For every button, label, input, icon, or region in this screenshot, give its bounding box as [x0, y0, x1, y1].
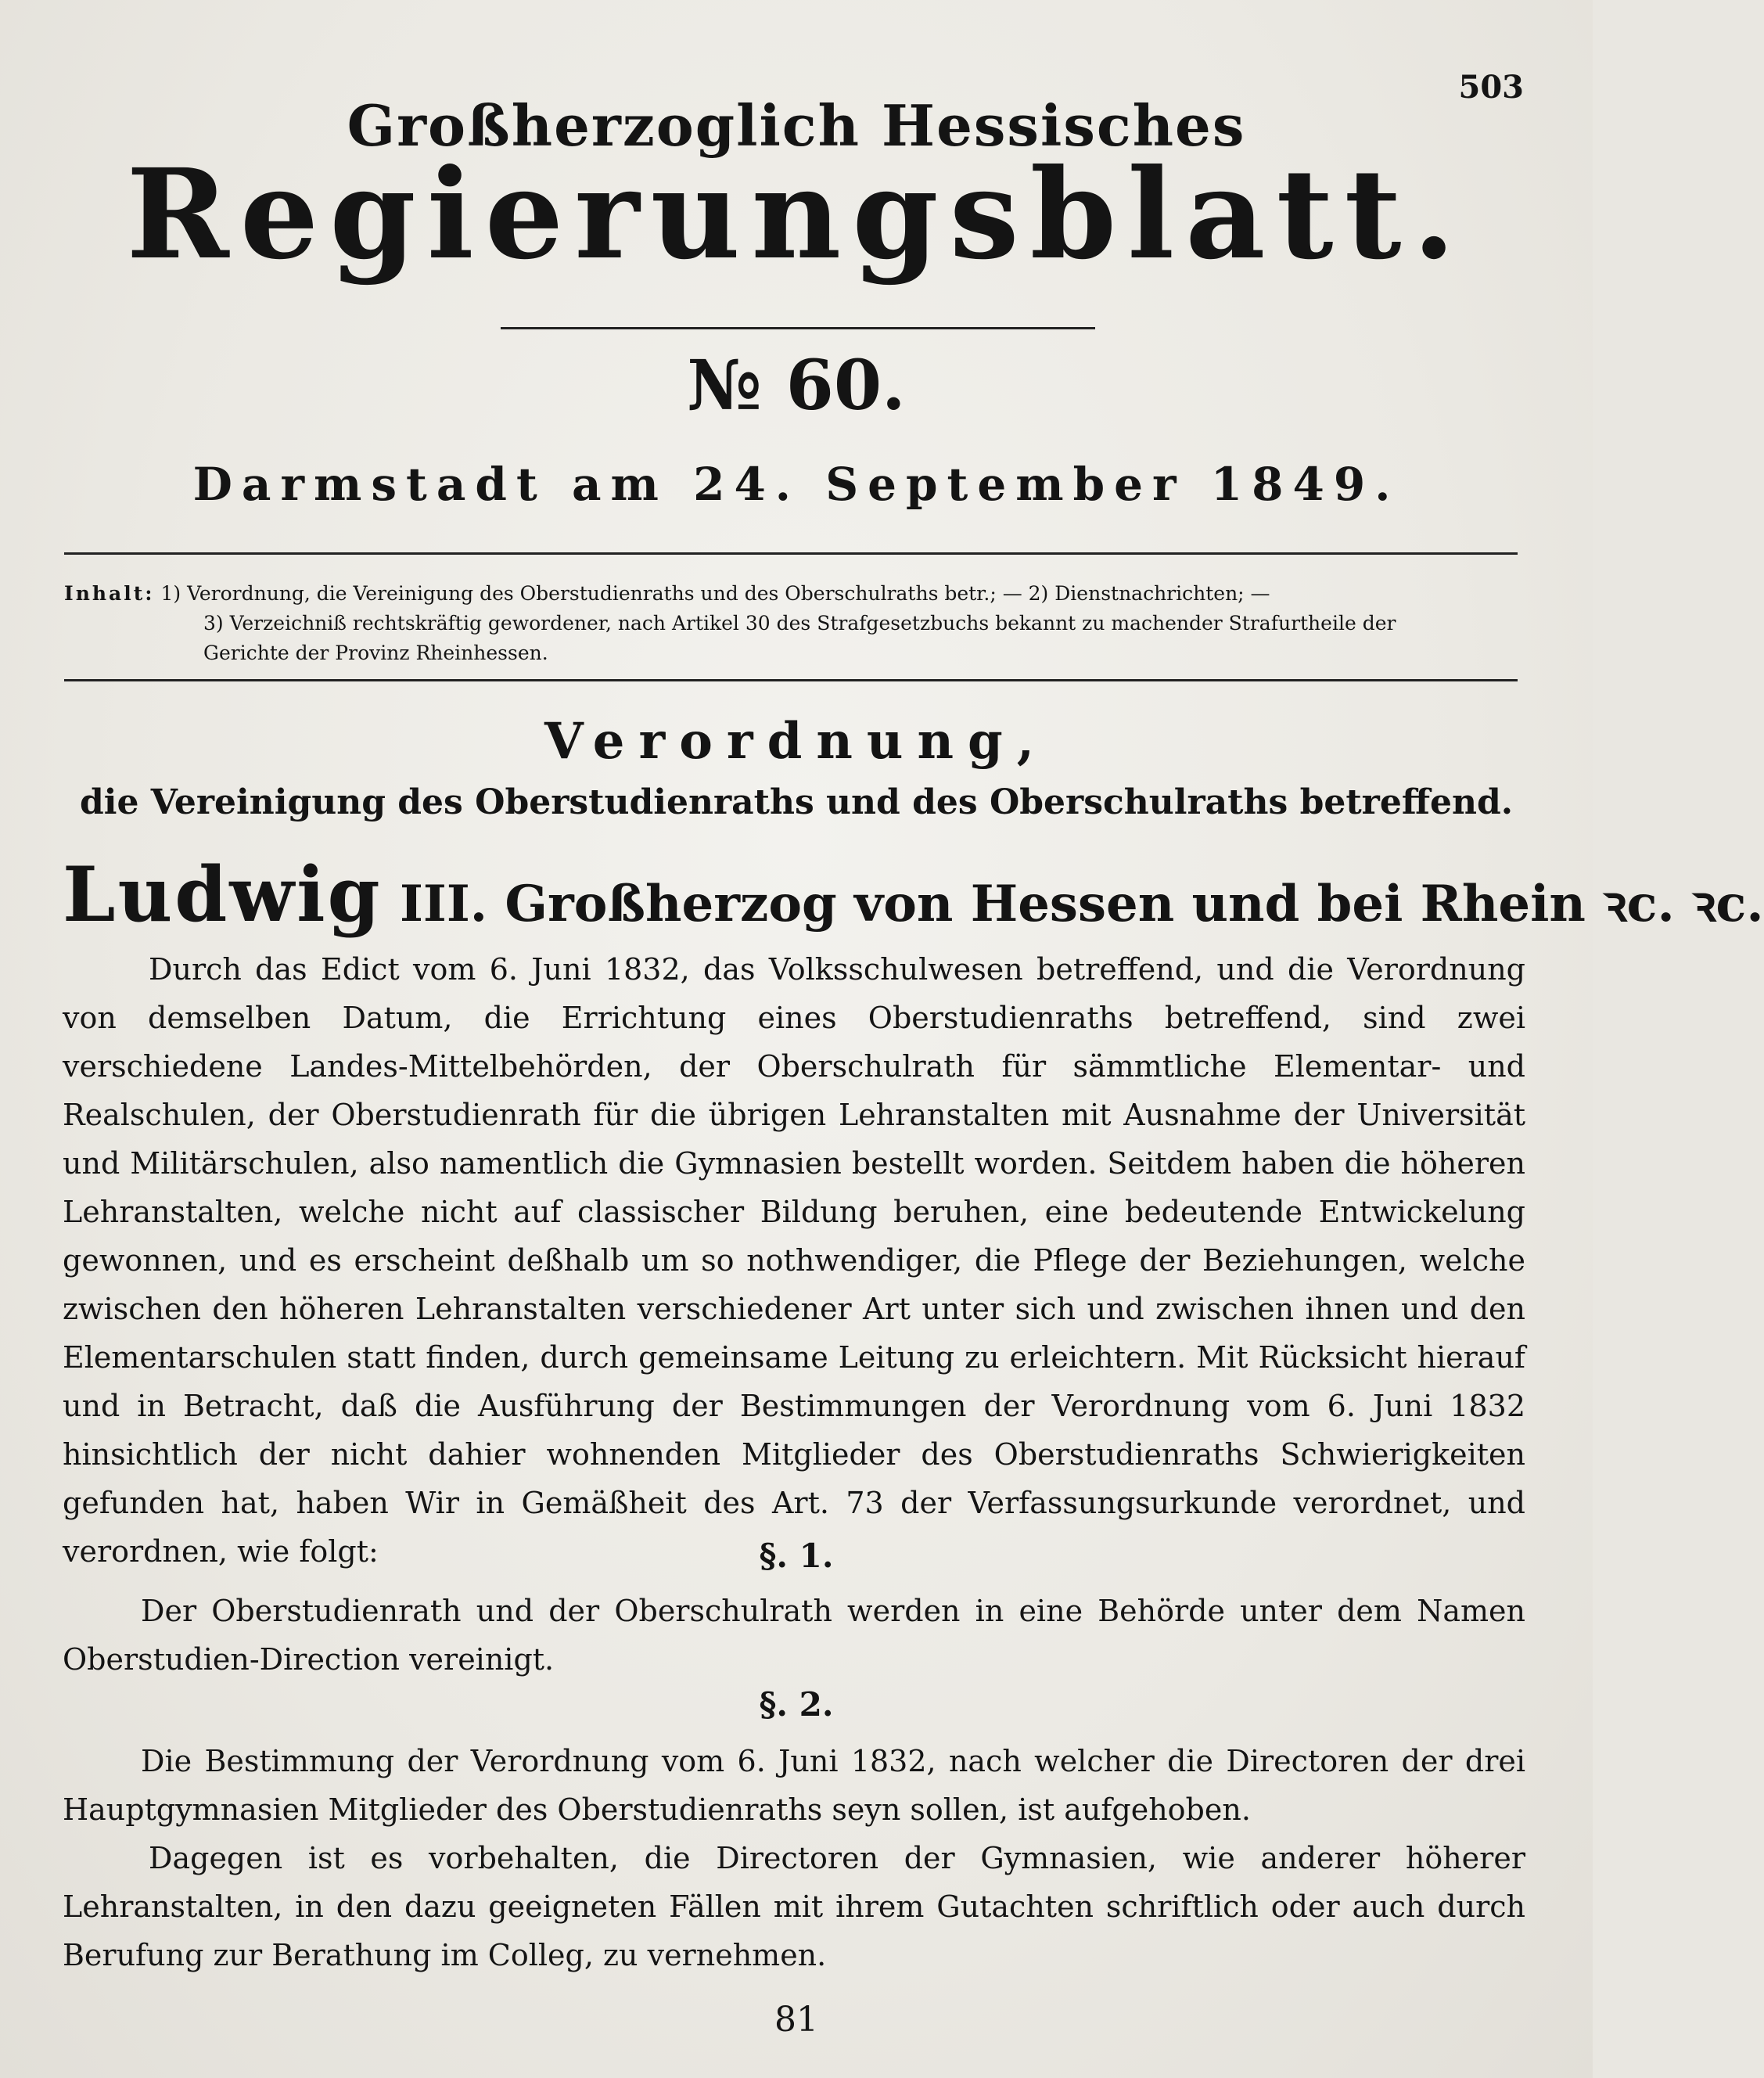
ordinance-subtitle: die Vereinigung des Oberstudienraths und des Oberschulraths betreffend.	[79, 782, 1514, 822]
section-2-heading: §. 2.	[759, 1685, 834, 1724]
contents-text-1: 1) Verordnung, die Vereinigung des Oberstudienraths und des Oberschulraths betr.; — 2) Dienstnachrichten; —	[160, 582, 1270, 605]
issue-number: № 60.	[687, 344, 906, 426]
ordinance-title: Verordnung,	[544, 712, 1048, 771]
contents-line-1	[64, 579, 1518, 609]
section-1-heading: §. 1.	[759, 1537, 834, 1575]
section-2-text-2: Dagegen ist es vorbehalten, die Directoren der Gymnasien, wie anderer höherer Lehranstalten, in den dazu geeigneten Fällen mit ihrem Gutachten schriftlich oder auch durch Berufung zur Berathung im Colleg, zu vernehmen.	[63, 1841, 1525, 1972]
sovereign-title: III. Großherzog von Hessen und bei Rhein ꝛc. ꝛc.	[399, 875, 1764, 933]
page-number: 503	[1458, 69, 1524, 106]
sovereign-line	[63, 850, 1764, 940]
dateline: Darmstadt am 24. September 1849.	[192, 458, 1400, 511]
masthead-rule	[501, 327, 1095, 329]
contents-rule-top	[64, 552, 1518, 555]
contents-line-3: Gerichte der Provinz Rheinhessen.	[203, 642, 548, 664]
contents-summary	[64, 579, 1518, 668]
section-1-text: Der Oberstudienrath und der Oberschulrath werden in eine Behörde unter dem Namen Oberstudien-Direction vereinigt.	[63, 1594, 1525, 1677]
contents-line-2: 3) Verzeichniß rechtskräftig gewordener, nach Artikel 30 des Strafgesetzbuchs bekannt zu machender Strafurtheile der	[203, 612, 1396, 635]
preamble-paragraph: Durch das Edict vom 6. Juni 1832, das Volksschulwesen betreffend, und die Verordnung von demselben Datum, die Errichtung eines Oberstudienraths betreffend, sind zwei verschiedene Landes-Mittelbehörden, der Oberschulrath für sämmtliche Elementar- und Realschulen, der Oberstudienrath für die übrigen Lehranstalten mit Ausnahme der Universität und Militärschulen, also namentlich die Gymnasien bestellt worden. Seitdem haben die höheren Lehranstalten, welche nicht auf classischer Bildung beruhen, eine bedeutende Entwickelung gewonnen, und es erscheint deßhalb um so nothwendiger, die Pflege der Beziehungen, welche zwischen den höheren Lehranstalten verschiedener Art unter sich und zwischen ihnen und den Elementarschulen statt finden, durch gemeinsame Leitung zu erleichtern. Mit Rücksicht hierauf und in Betracht, daß die Ausführung der Bestimmungen der Verordnung vom 6. Juni 1832 hinsichtlich der nicht dahier wohnenden Mitglieder des Oberstudienraths Schwierigkeiten gefunden hat, haben Wir in Gemäßheit des Art. 73 der Verfassungsurkunde verordnet, und verordnen, wie folgt:	[63, 952, 1525, 1569]
sovereign-name: Ludwig	[63, 850, 383, 939]
signature-number: 81	[774, 2000, 818, 2040]
section-2-text-1: Die Bestimmung der Verordnung vom 6. Juni 1832, nach welcher die Directoren der drei Hauptgymnasien Mitglieder des Oberstudienraths seyn sollen, ist aufgehoben.	[63, 1744, 1525, 1827]
contents-rule-bottom	[64, 679, 1518, 681]
contents-label: Inhalt:	[64, 582, 155, 605]
masthead-title: Regierungsblatt.	[126, 142, 1467, 287]
masthead-line1: Großherzoglich Hessisches	[347, 92, 1246, 159]
